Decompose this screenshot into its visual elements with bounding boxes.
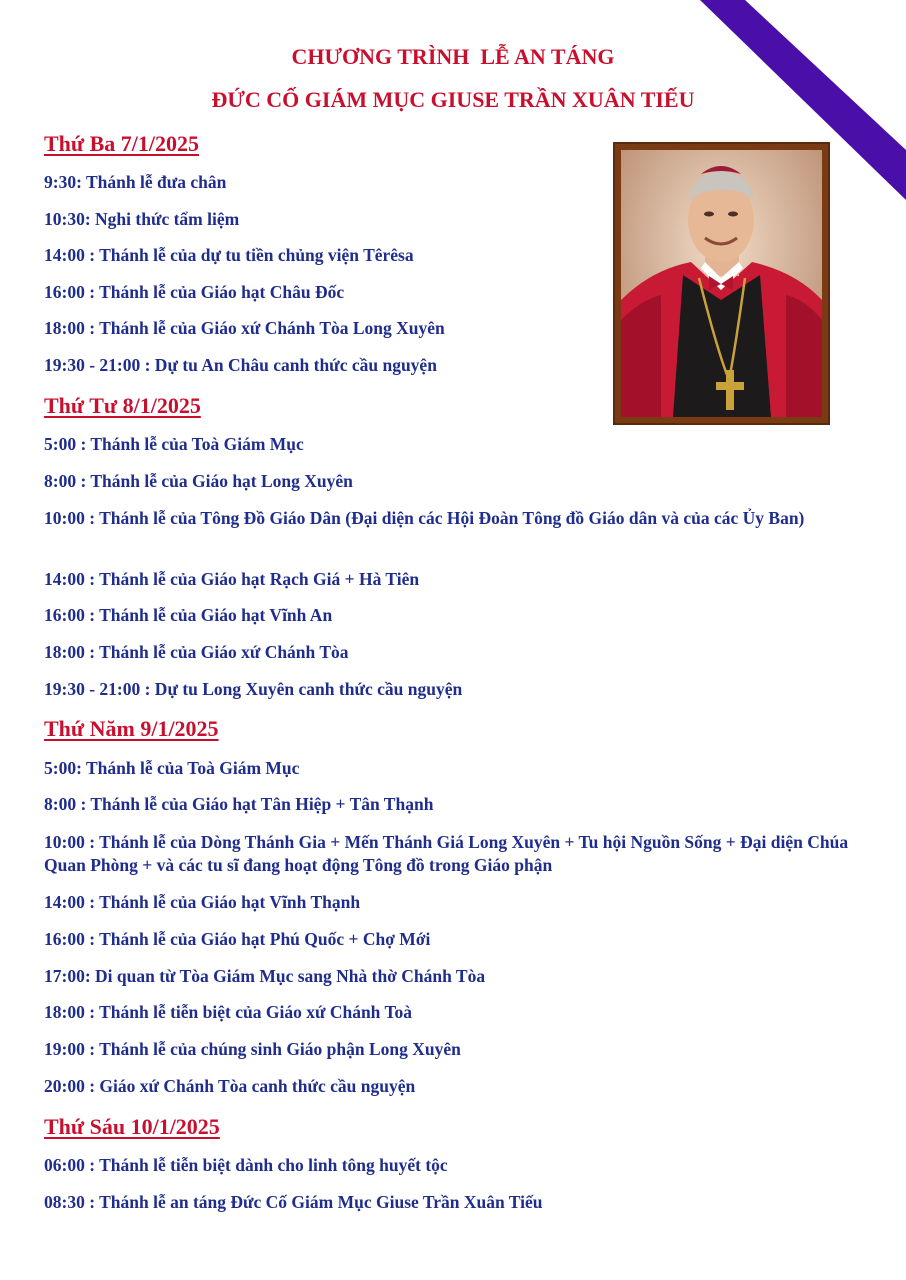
schedule-item: 17:00: Di quan từ Tòa Giám Mục sang Nhà thờ Chánh Tòa — [44, 966, 486, 986]
day-heading-friday: Thứ Sáu 10/1/2025 — [44, 1114, 220, 1139]
schedule-item: 19:00 : Thánh lễ của chúng sinh Giáo phận Long Xuyên — [44, 1039, 461, 1059]
schedule-item: 18:00 : Thánh lễ của Giáo xứ Chánh Tòa — [44, 642, 349, 662]
schedule-item: 18:00 : Thánh lễ của Giáo xứ Chánh Tòa Long Xuyên — [44, 318, 445, 338]
schedule-item: 10:00 : Thánh lễ của Dòng Thánh Gia + Mến Thánh Giá Long Xuyên + Tu hội Nguồn Sống + Đại diện Chúa Quan Phòng + và các tu sĩ đang hoạt động Tông đồ trong Giáo phận — [44, 832, 849, 875]
schedule-item: 10:00 : Thánh lễ của Tông Đồ Giáo Dân (Đại diện các Hội Đoàn Tông đồ Giáo dân và của các Ủy Ban) — [44, 508, 805, 528]
schedule-item: 18:00 : Thánh lễ tiễn biệt của Giáo xứ Chánh Toà — [44, 1002, 413, 1022]
page-subtitle: ĐỨC CỐ GIÁM MỤC GIUSE TRẦN XUÂN TIẾU — [211, 87, 695, 112]
schedule-item: 19:30 - 21:00 : Dự tu An Châu canh thức cầu nguyện — [44, 355, 437, 375]
schedule-item: 16:00 : Thánh lễ của Giáo hạt Phú Quốc + Chợ Mới — [44, 929, 431, 949]
schedule-item: 8:00 : Thánh lễ của Giáo hạt Long Xuyên — [44, 471, 353, 491]
schedule-item: 16:00 : Thánh lễ của Giáo hạt Vĩnh An — [44, 605, 333, 625]
schedule-item: 5:00: Thánh lễ của Toà Giám Mục — [44, 758, 300, 778]
schedule-item: 8:00 : Thánh lễ của Giáo hạt Tân Hiệp + Tân Thạnh — [44, 794, 434, 814]
day-heading-wednesday: Thứ Tư 8/1/2025 — [44, 393, 201, 418]
schedule-item: 16:00 : Thánh lễ của Giáo hạt Châu Đốc — [44, 282, 345, 302]
schedule-item: 14:00 : Thánh lễ của dự tu tiền chủng viện Têrêsa — [44, 245, 414, 265]
schedule-item: 9:30: Thánh lễ đưa chân — [44, 172, 227, 192]
schedule-item: 14:00 : Thánh lễ của Giáo hạt Rạch Giá + Hà Tiên — [44, 569, 420, 589]
schedule-item: 06:00 : Thánh lễ tiễn biệt dành cho linh tông huyết tộc — [44, 1155, 448, 1175]
page-title: CHƯƠNG TRÌNH LỄ AN TÁNG — [291, 44, 615, 69]
schedule-item: 14:00 : Thánh lễ của Giáo hạt Vĩnh Thạnh — [44, 892, 361, 912]
schedule-item: 5:00 : Thánh lễ của Toà Giám Mục — [44, 434, 304, 454]
schedule-item: 10:30: Nghi thức tẩm liệm — [44, 209, 240, 229]
schedule-item: 08:30 : Thánh lễ an táng Đức Cố Giám Mục Giuse Trần Xuân Tiếu — [44, 1192, 543, 1212]
schedule-item: 20:00 : Giáo xứ Chánh Tòa canh thức cầu nguyện — [44, 1076, 416, 1096]
day-heading-thursday: Thứ Năm 9/1/2025 — [44, 716, 219, 741]
day-heading-tuesday: Thứ Ba 7/1/2025 — [44, 131, 200, 156]
schedule-item: 19:30 - 21:00 : Dự tu Long Xuyên canh thức cầu nguyện — [44, 679, 463, 699]
